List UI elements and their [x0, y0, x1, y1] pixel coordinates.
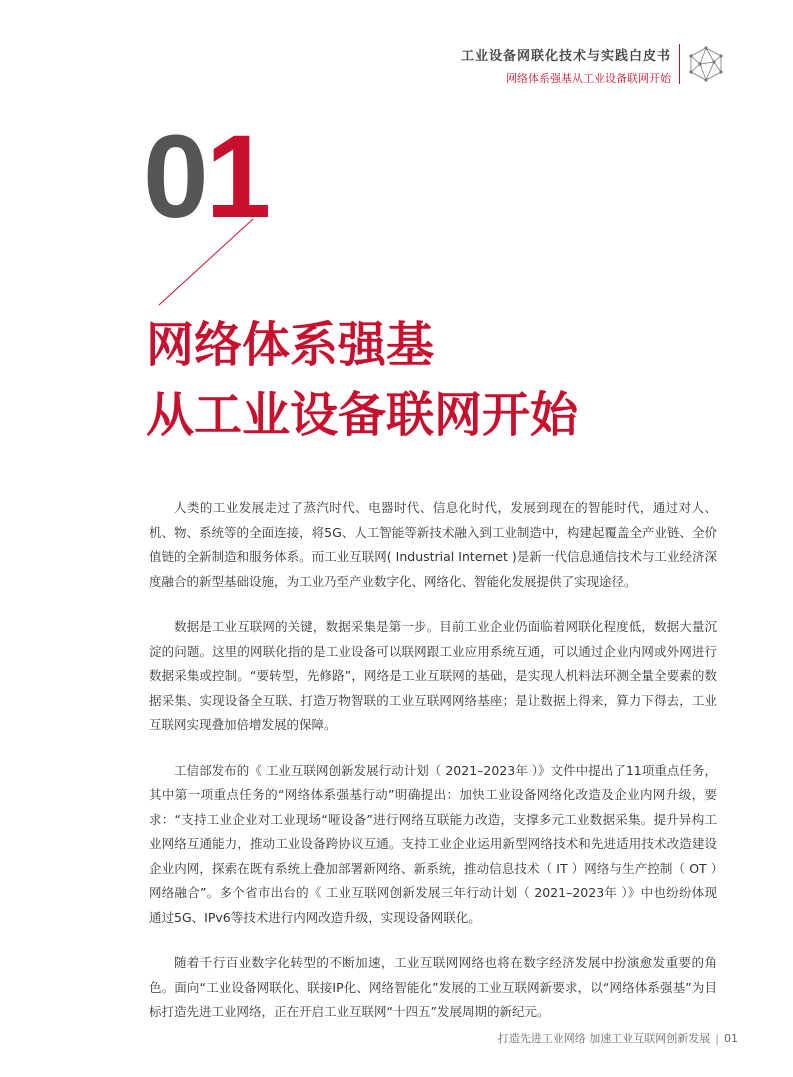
header-subtitle: 网络体系强基从工业设备联网开始: [506, 72, 671, 85]
paragraph-1: 人类的工业发展走过了蒸汽时代、电器时代、信息化时代，发展到现在的智能时代，通过对人、机、物、系统等的全面连接，将5G、人工智能等新技术融入到工业制造中，构建起覆盖全产业链、全价值链的全新制造和服务体系。而工业互联网( Industrial Internet )是新一代信息通信技术与工业经济深度融合的新型基础设施，为工业乃至产业数字化、网络化、智能化发展提供了实现途径。: [149, 500, 717, 589]
paragraph-4: 随着千行百业数字化转型的不断加速，工业互联网网络也将在数字经济发展中扮演愈发重要的角色。面向“工业设备网联化、联接IP化、网络智能化”发展的工业互联网新要求，以“网络体系强基”为目标打造先进工业网络，正在开启工业互联网“十四五”发展周期的新纪元。: [149, 955, 717, 1019]
chapter-title-line-1: 网络体系强基: [146, 317, 435, 373]
paragraph-3: 工信部发布的《 工业互联网创新发展行动计划（ 2021–2023年 ）》文件中提出了11项重点任务，其中第一项重点任务的“网络体系强基行动”明确提出：加快工业设备网络化改造及企业内网升级，要求：“支持工业企业对工业现场“哑设备”进行网络互联能力改造，支撑多元工业数据采集。提升异构工业网络互通能力，推动工业设备跨协议互通。支持工业企业运用新型网络技术和先进适用技术改造建设企业内网，探索在既有系统上叠加部署新网络、新系统，推动信息技术（ IT ）网络与生产控制（ OT ）网络融合”。多个省市出台的《 工业互联网创新发展三年行动计划（ 2021–2023年 ）》中也纷纷体现通过5G、IPv6等技术进行内网改造升级，实现设备网联化。: [149, 762, 717, 925]
chapter-number-digit-1: 1: [205, 111, 269, 243]
footer: [498, 1030, 738, 1046]
decorative-diagonal-line: [158, 218, 254, 306]
header-divider: [679, 44, 680, 84]
paragraph-2: 数据是工业互联网的关键，数据采集是第一步。目前工业企业仍面临着网联化程度低，数据大量沉淀的问题。这里的网联化指的是工业设备可以联网跟工业应用系统互通，可以通过企业内网或外网进行数据采集或控制。“要转型，先修路”，网络是工业互联网的基础，是实现人机料法环测全量全要素的数据采集、实现设备全互联、打造万物智联的工业互联网网络基座；是让数据上得来，算力下得去，工业互联网实现叠加倍增发展的保障。: [149, 619, 717, 732]
page-number: 01: [724, 1032, 738, 1045]
chapter-title: [146, 310, 578, 450]
chapter-number-digit-0: 0: [143, 111, 206, 243]
footer-separator: |: [715, 1032, 719, 1045]
body-text: [149, 496, 717, 1046]
chapter-number: [143, 111, 269, 243]
footer-text: 打造先进工业网络 加速工业互联网创新发展: [497, 1032, 711, 1045]
header-title: 工业设备网联化技术与实践白皮书: [460, 49, 671, 64]
chapter-title-line-2: 从工业设备联网开始: [146, 387, 579, 443]
network-polyhedron-icon: [688, 46, 724, 82]
